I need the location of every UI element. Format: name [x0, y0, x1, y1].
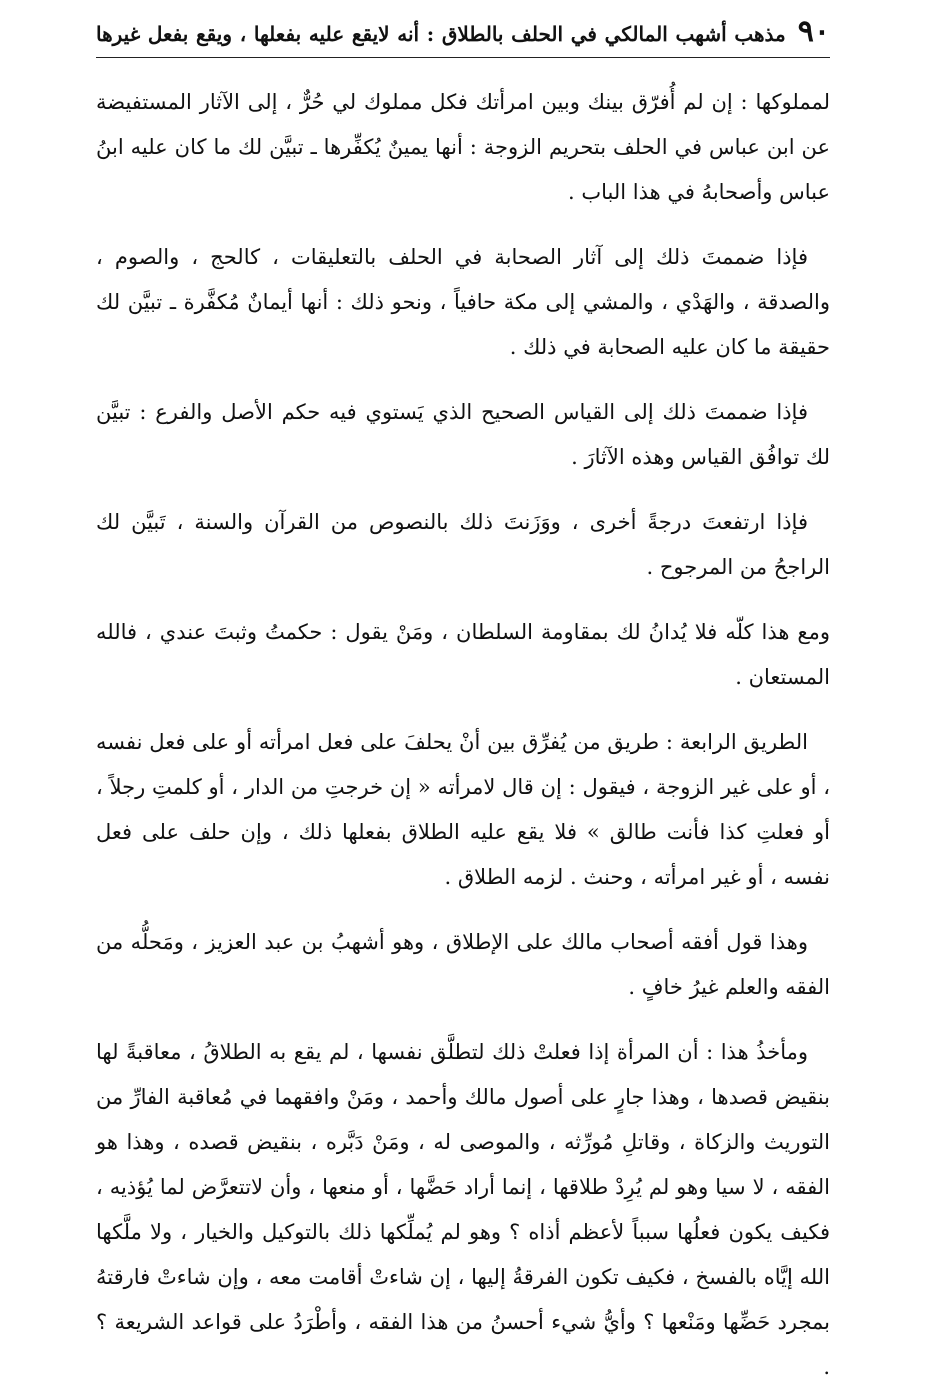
- paragraph: فإذا ضممتَ ذلك إلى آثار الصحابة في الحلف بالتعليقات ، كالحج ، والصوم ، والصدقة ، والهَدْي ، والمشي إلى مكة حافياً ، ونحو ذلك : أنها أيمانٌ مُكفَّرة ـ تبيَّن لك حقيقة ما كان عليه الصحابة في ذلك .: [96, 245, 830, 359]
- paragraph: الطريق الرابعة : طريق من يُفرِّق بين أنْ يحلفَ على فعل امرأته أو على فعل نفسه ، أو على غير الزوجة ، فيقول : إن قال لامرأته « إن خرجتِ من الدار ، أو كلمتِ رجلاً ، أو فعلتِ كذا فأنت طالق » فلا يقع عليه الطلاق بفعلها ذلك ، وإن حلف على فعل نفسه ، أو غير امرأته ، وحنث . لزمه الطلاق .: [96, 730, 830, 889]
- paragraph: ومع هذا كلّه فلا يُدانُ لك بمقاومة السلطان ، ومَنْ يقول : حكمتُ وثبتَ عندي ، فالله المستعان .: [96, 620, 830, 689]
- paragraph: وهذا قول أفقه أصحاب مالك على الإطلاق ، وهو أشهبُ بن عبد العزيز ، ومَحلُّه من الفقه والعلم غيرُ خافٍ .: [96, 930, 830, 999]
- running-title: مذهب أشهب المالكي في الحلف بالطلاق : أنه لايقع عليه بفعلها ، ويقع بفعل غيرها: [96, 22, 786, 46]
- page-number: ٩٠: [797, 14, 830, 49]
- paragraph: لمملوكها : إن لم أُفرّق بينك وبين امرأتك فكل مملوك لي حُرٌّ ، إلى الآثار المستفيضة عن ابن عباس في الحلف بتحريم الزوجة : أنها يمينٌ يُكفِّرها ـ تبيَّن لك ما كان عليه ابنُ عباس وأصحابهُ في هذا الباب .: [96, 90, 830, 204]
- paragraph: ومأخذُ هذا : أن المرأة إذا فعلتْ ذلك لتطلَّق نفسها ، لم يقع به الطلاقُ ، معاقبةً لها بنقيض قصدها ، وهذا جارٍ على أصول مالك وأحمد ، ومَنْ وافقهما في مُعاقبة الفارِّ من التوريث والزكاة ، وقاتلِ مُورِّثه ، والموصى له ، ومَنْ دَبَّره ، بنقيض قصده ، وهذا هو الفقه ، لا سيا وهو لم يُرِدْ طلاقها ، إنما أراد حَضَّها ، أو منعها ، وأن لاتتعرَّض لما يُؤذيه ، فكيف يكون فعلُها سبباً لأعظم أذاه ؟ وهو لم يُملِّكها ذلك بالتوكيل والخيار ، ولا ملَّكها الله إيَّاه بالفسخ ، فكيف تكون الفرقةُ إليها ، إن شاءتْ أقامت معه ، وإن شاءتْ فارقتهُ بمجرد حَضِّها ومَنْعها ؟ وأيُّ شيء أحسنُ من هذا الفقه ، وأطْرَدُ على قواعد الشريعة ؟ .: [96, 1040, 830, 1379]
- page-header: [96, 14, 830, 58]
- paragraph: فإذا ضممتَ ذلك إلى القياس الصحيح الذي يَستوي فيه حكم الأصل والفرع : تبيَّن لك توافُق القياس وهذه الآثارَ .: [96, 400, 830, 469]
- paragraph: فإذا ارتفعتَ درجةً أخرى ، ووَزَنتَ ذلك بالنصوص من القرآن والسنة ، تَبيَّن لك الراجحُ من المرجوح .: [96, 510, 830, 579]
- page-body: [96, 80, 830, 1390]
